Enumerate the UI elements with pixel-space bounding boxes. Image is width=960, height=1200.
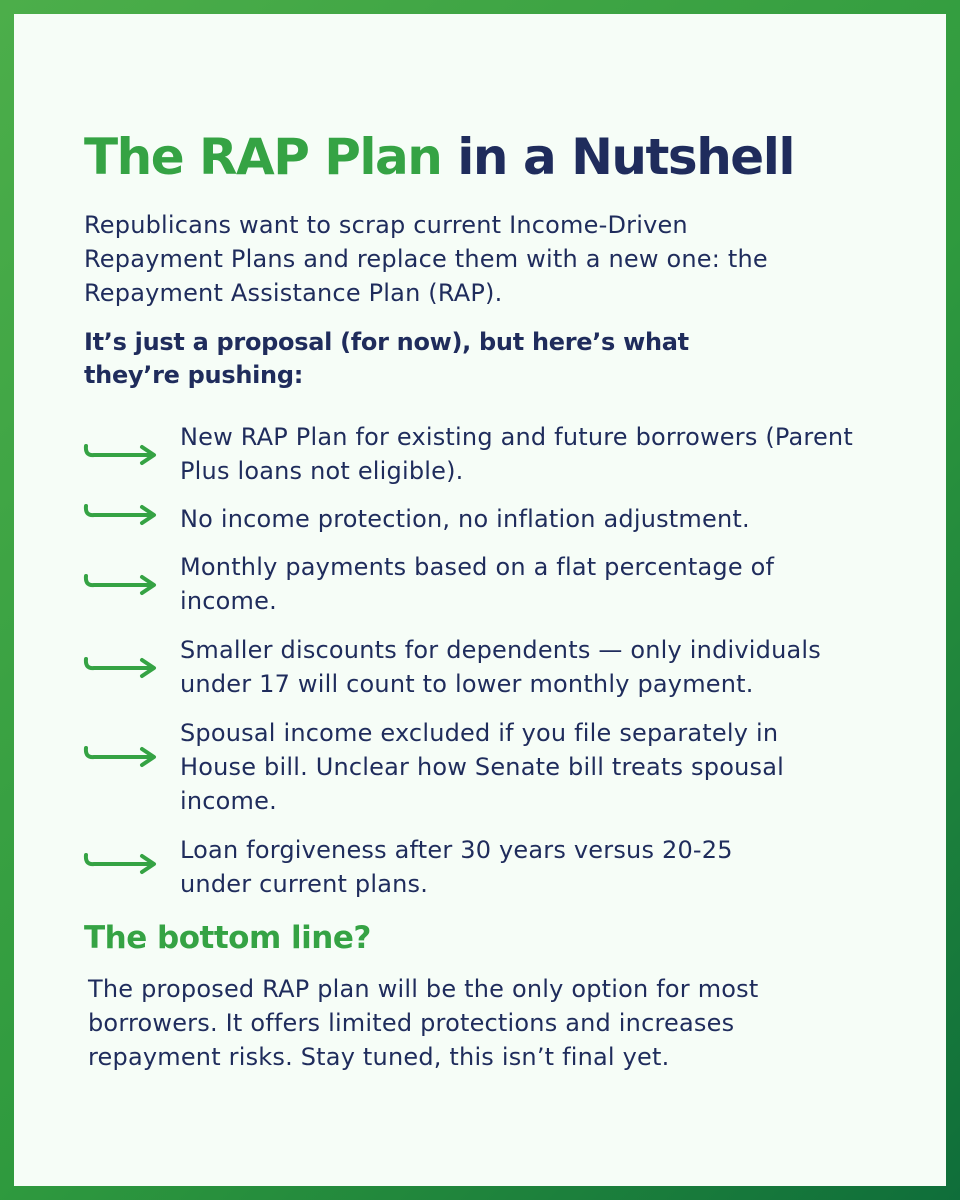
list-item-text: Smaller discounts for dependents — only individuals under 17 will count to lower monthly payment.	[180, 636, 821, 698]
bottom-line-heading: The bottom line?	[84, 920, 371, 956]
arrow-icon	[80, 442, 160, 466]
arrow-icon	[80, 851, 160, 875]
list-item-text: No income protection, no inflation adjustment.	[180, 505, 750, 533]
intro-paragraph: Republicans want to scrap current Income-Driven Repayment Plans and replace them with a new one: the Repayment Assistance Plan (RAP).	[84, 211, 768, 307]
title-rest: in a Nutshell	[441, 128, 794, 186]
bottom-line-text: The proposed RAP plan will be the only option for most borrowers. It offers limited protections and increases repayment risks. Stay tuned, this isn’t final yet.	[88, 975, 759, 1071]
list-item-text: Spousal income excluded if you file separately in House bill. Unclear how Senate bill treats spousal income.	[180, 719, 784, 815]
lead-text: It’s just a proposal (for now), but here’s what they’re pushing:	[84, 328, 689, 389]
arrow-icon	[80, 572, 160, 596]
list-item-text: Loan forgiveness after 30 years versus 20-25 under current plans.	[180, 836, 733, 898]
page-title	[84, 128, 794, 186]
list-item-text: New RAP Plan for existing and future borrowers (Parent Plus loans not eligible).	[180, 423, 853, 485]
list-item-text: Monthly payments based on a flat percentage of income.	[180, 553, 775, 615]
title-accent: The RAP Plan	[84, 128, 442, 186]
arrow-icon	[80, 655, 160, 679]
arrow-icon	[80, 744, 160, 768]
arrow-icon	[80, 502, 160, 526]
